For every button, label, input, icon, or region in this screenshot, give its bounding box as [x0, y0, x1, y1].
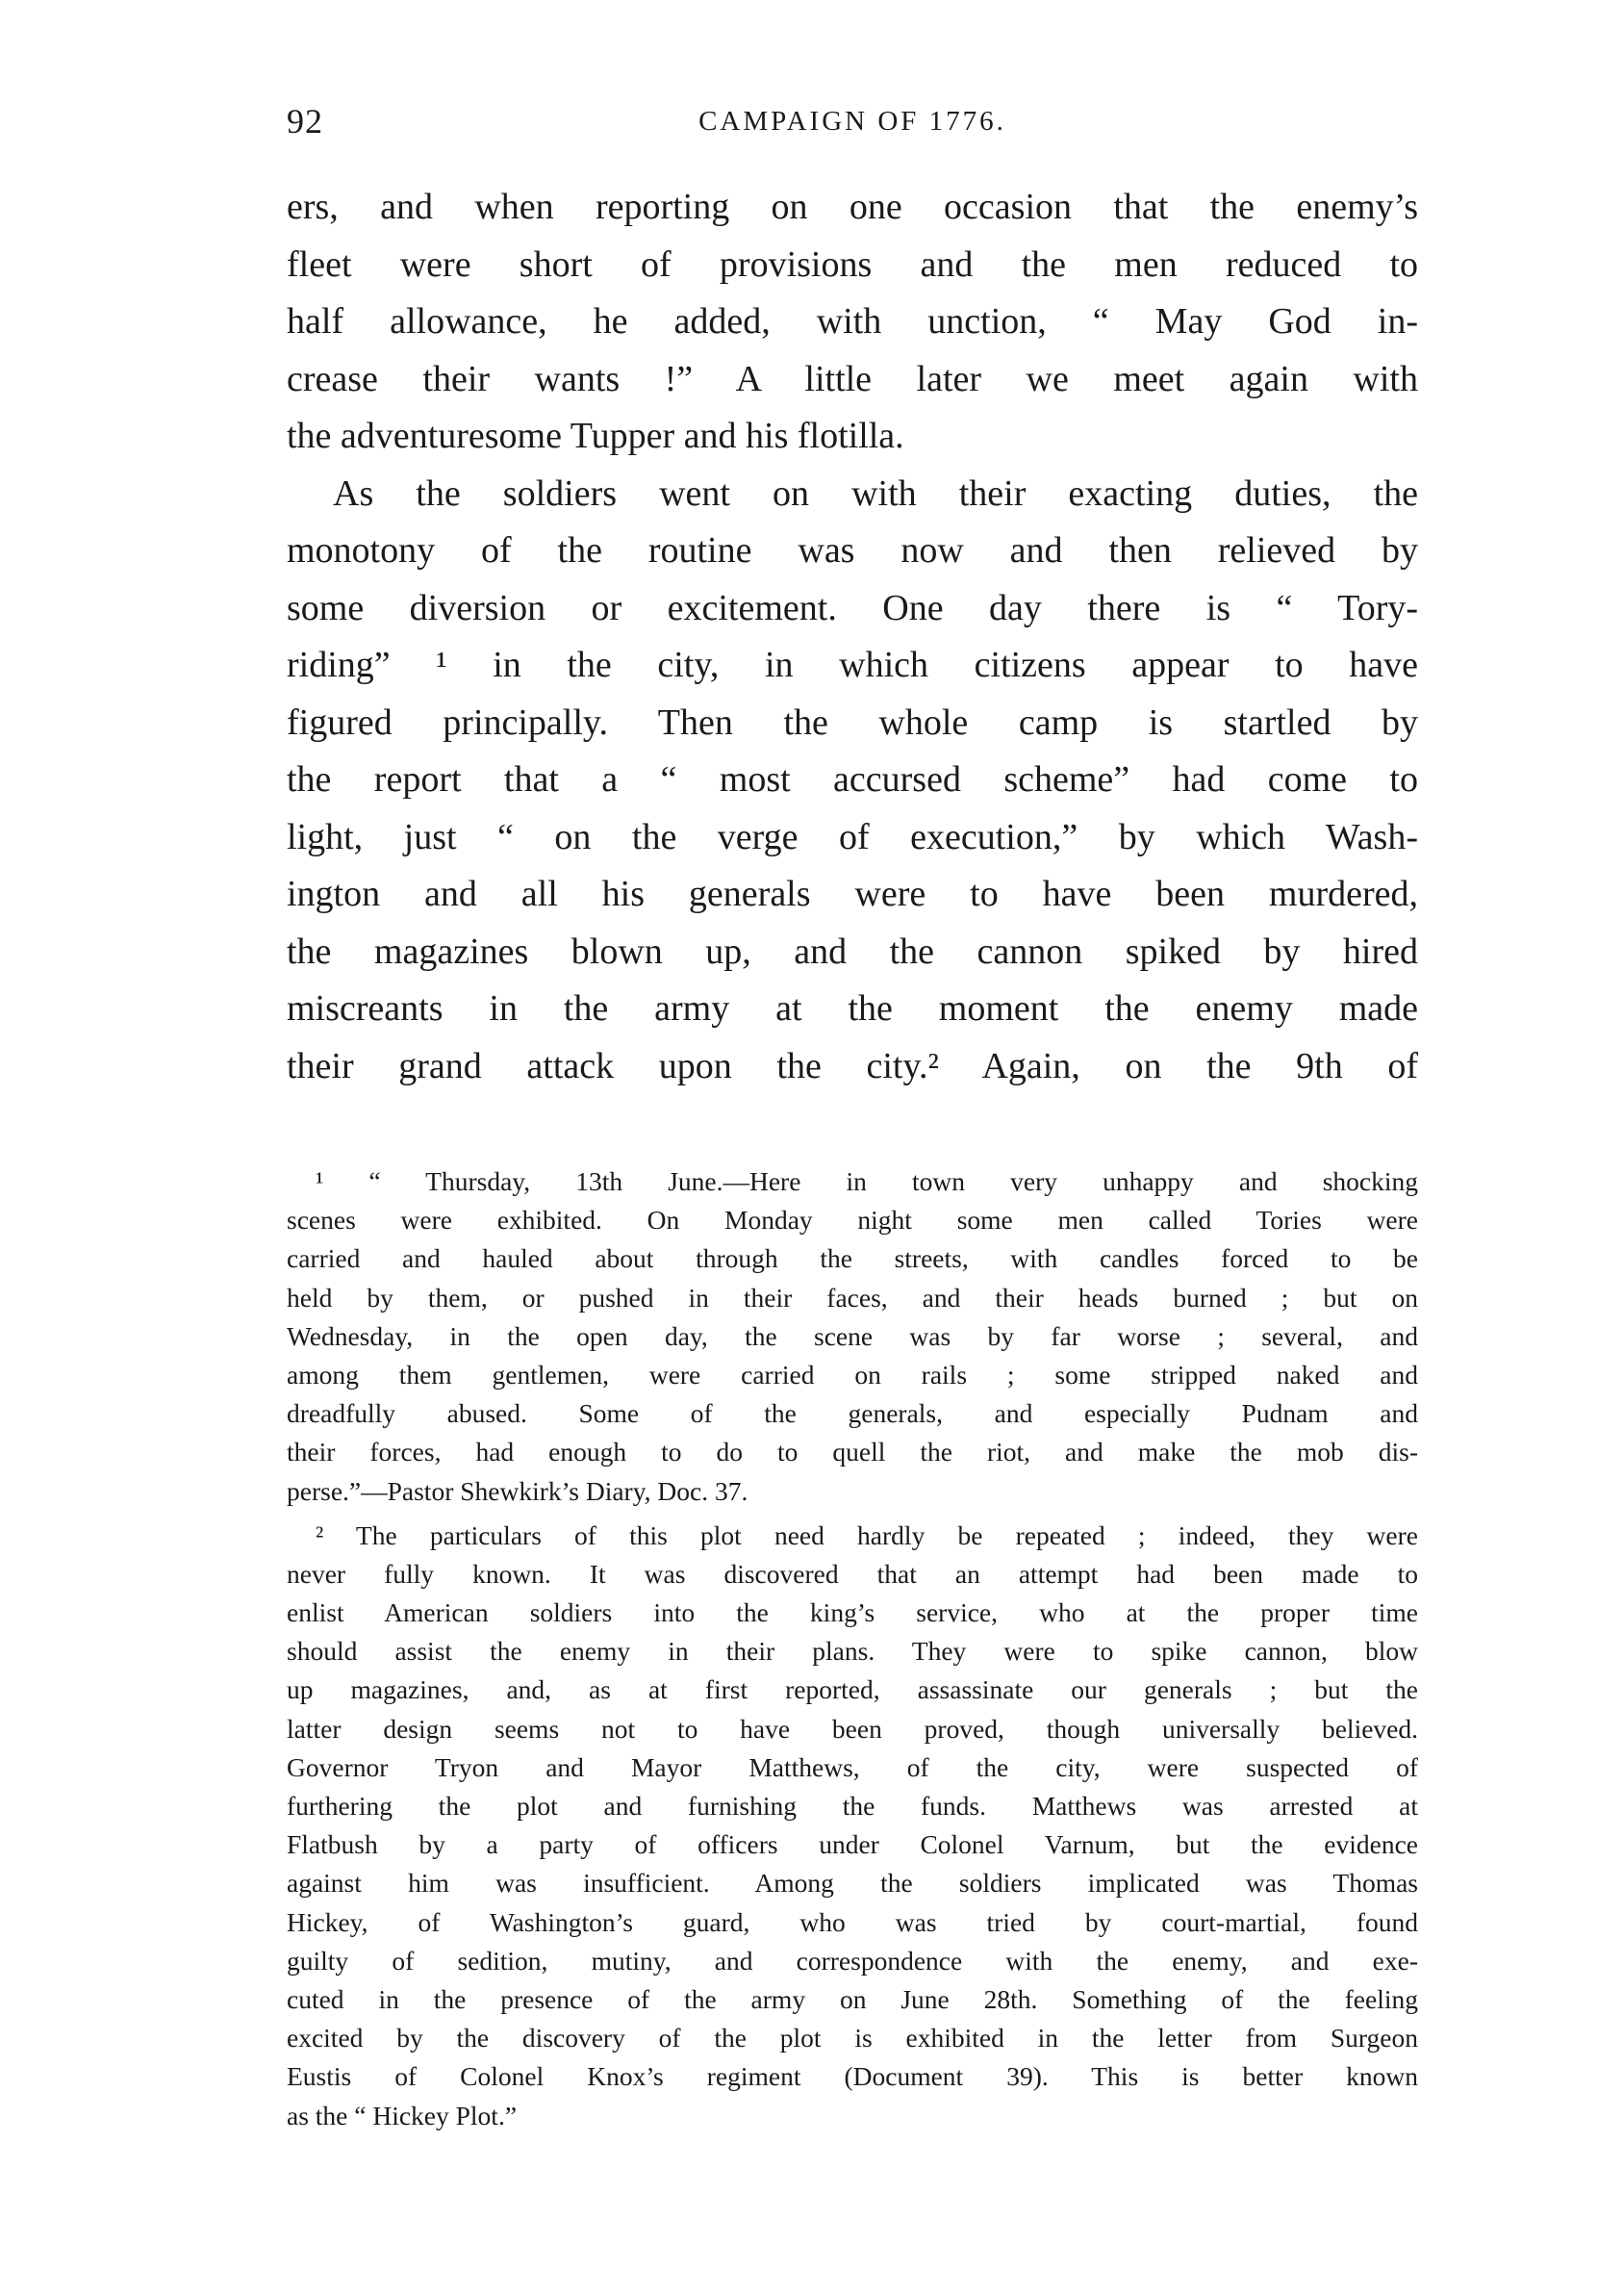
body-line: light, just “ on the verge of execution,” by which Wash-: [287, 816, 1418, 857]
body-line: the adventuresome Tupper and his flotilla.: [287, 416, 904, 456]
footnote-2-line: Eustis of Colonel Knox’s regiment (Document 39). This is better known: [287, 2061, 1418, 2092]
footnote-1-line: held by them, or pushed in their faces, and their heads burned ; but on: [287, 1282, 1418, 1313]
footnote-1-line: among them gentlemen, were carried on rails ; some stripped naked and: [287, 1359, 1418, 1390]
page-header: [287, 92, 1418, 150]
footnote-2-line: as the “ Hickey Plot.”: [287, 2100, 518, 2130]
footnote-2-line: against him was insufficient. Among the soldiers implicated was Thomas: [287, 1868, 1418, 1899]
footnote-1-line: carried and hauled about through the streets, with candles forced to be: [287, 1243, 1418, 1274]
body-line: half allowance, he added, with unction, “ May God in-: [287, 301, 1418, 342]
footnote-2-line: Flatbush by a party of officers under Colonel Varnum, but the evidence: [287, 1829, 1418, 1860]
body-line: figured principally. Then the whole camp is startled by: [287, 702, 1418, 743]
page-number: 92: [287, 102, 323, 140]
body-line: fleet were short of provisions and the men reduced to: [287, 243, 1418, 285]
body-line: ers, and when reporting on one occasion that the enemy’s: [287, 187, 1418, 227]
footnote-2-line: Hickey, of Washington’s guard, who was tried by court-martial, found: [287, 1906, 1418, 1937]
footnote-1-line: dreadfully abused. Some of the generals, and especially Pudnam and: [287, 1398, 1418, 1429]
running-head: CAMPAIGN OF 1776.: [698, 106, 1006, 137]
body-line: the report that a “ most accursed scheme” had come to: [287, 759, 1418, 800]
footnote-2-line: should assist the enemy in their plans. They were to spike cannon, blow: [287, 1636, 1418, 1667]
body-line: ington and all his generals were to have been murdered,: [287, 874, 1418, 914]
body-line: some diversion or excitement. One day there is “ Tory-: [287, 587, 1418, 628]
footnotes: [287, 1162, 1418, 2135]
footnote-1-line: Wednesday, in the open day, the scene was by far worse ; several, and: [287, 1320, 1418, 1351]
footnote-1-line: ¹ “ Thursday, 13th June.—Here in town very unhappy and shocking: [316, 1166, 1418, 1196]
body-line: As the soldiers went on with their exacting duties, the: [333, 472, 1418, 514]
footnote-2-line: latter design seems not to have been proved, though universally believed.: [287, 1713, 1418, 1744]
body-line: their grand attack upon the city.² Again, on the 9th of: [287, 1045, 1418, 1086]
footnote-2-line: never fully known. It was discovered that an attempt had been made to: [287, 1558, 1418, 1589]
footnote-2-line: guilty of sedition, mutiny, and correspondence with the enemy, and exe-: [287, 1945, 1418, 1976]
footnote-1-line: their forces, had enough to do to quell the riot, and make the mob dis-: [287, 1437, 1418, 1467]
footnote-2-line: furthering the plot and furnishing the funds. Matthews was arrested at: [287, 1791, 1418, 1821]
footnote-1-line: perse.”—Pastor Shewkirk’s Diary, Doc. 37.: [287, 1475, 748, 1506]
footnote-2-line: enlist American soldiers into the king’s service, who at the proper time: [287, 1597, 1418, 1628]
body-text: [287, 179, 1418, 1095]
body-line: monotony of the routine was now and then relieved by: [287, 530, 1418, 571]
footnote-2-line: cuted in the presence of the army on June 28th. Something of the feeling: [287, 1983, 1418, 2014]
footnote-2-line: Governor Tryon and Mayor Matthews, of the city, were suspected of: [287, 1751, 1418, 1782]
body-line: the magazines blown up, and the cannon spiked by hired: [287, 931, 1418, 972]
footnote-2-line: ² The particulars of this plot need hardly be repeated ; indeed, they were: [316, 1519, 1418, 1550]
footnote-1-line: scenes were exhibited. On Monday night some men called Tories were: [287, 1205, 1418, 1236]
footnote-2-line: excited by the discovery of the plot is exhibited in the letter from Surgeon: [287, 2023, 1418, 2054]
body-line: riding” ¹ in the city, in which citizens appear to have: [287, 645, 1418, 685]
body-line: miscreants in the army at the moment the enemy made: [287, 988, 1418, 1029]
footnote-2-line: up magazines, and, as at first reported, assassinate our generals ; but the: [287, 1674, 1418, 1705]
body-line: crease their wants !” A little later we meet again with: [287, 358, 1418, 399]
